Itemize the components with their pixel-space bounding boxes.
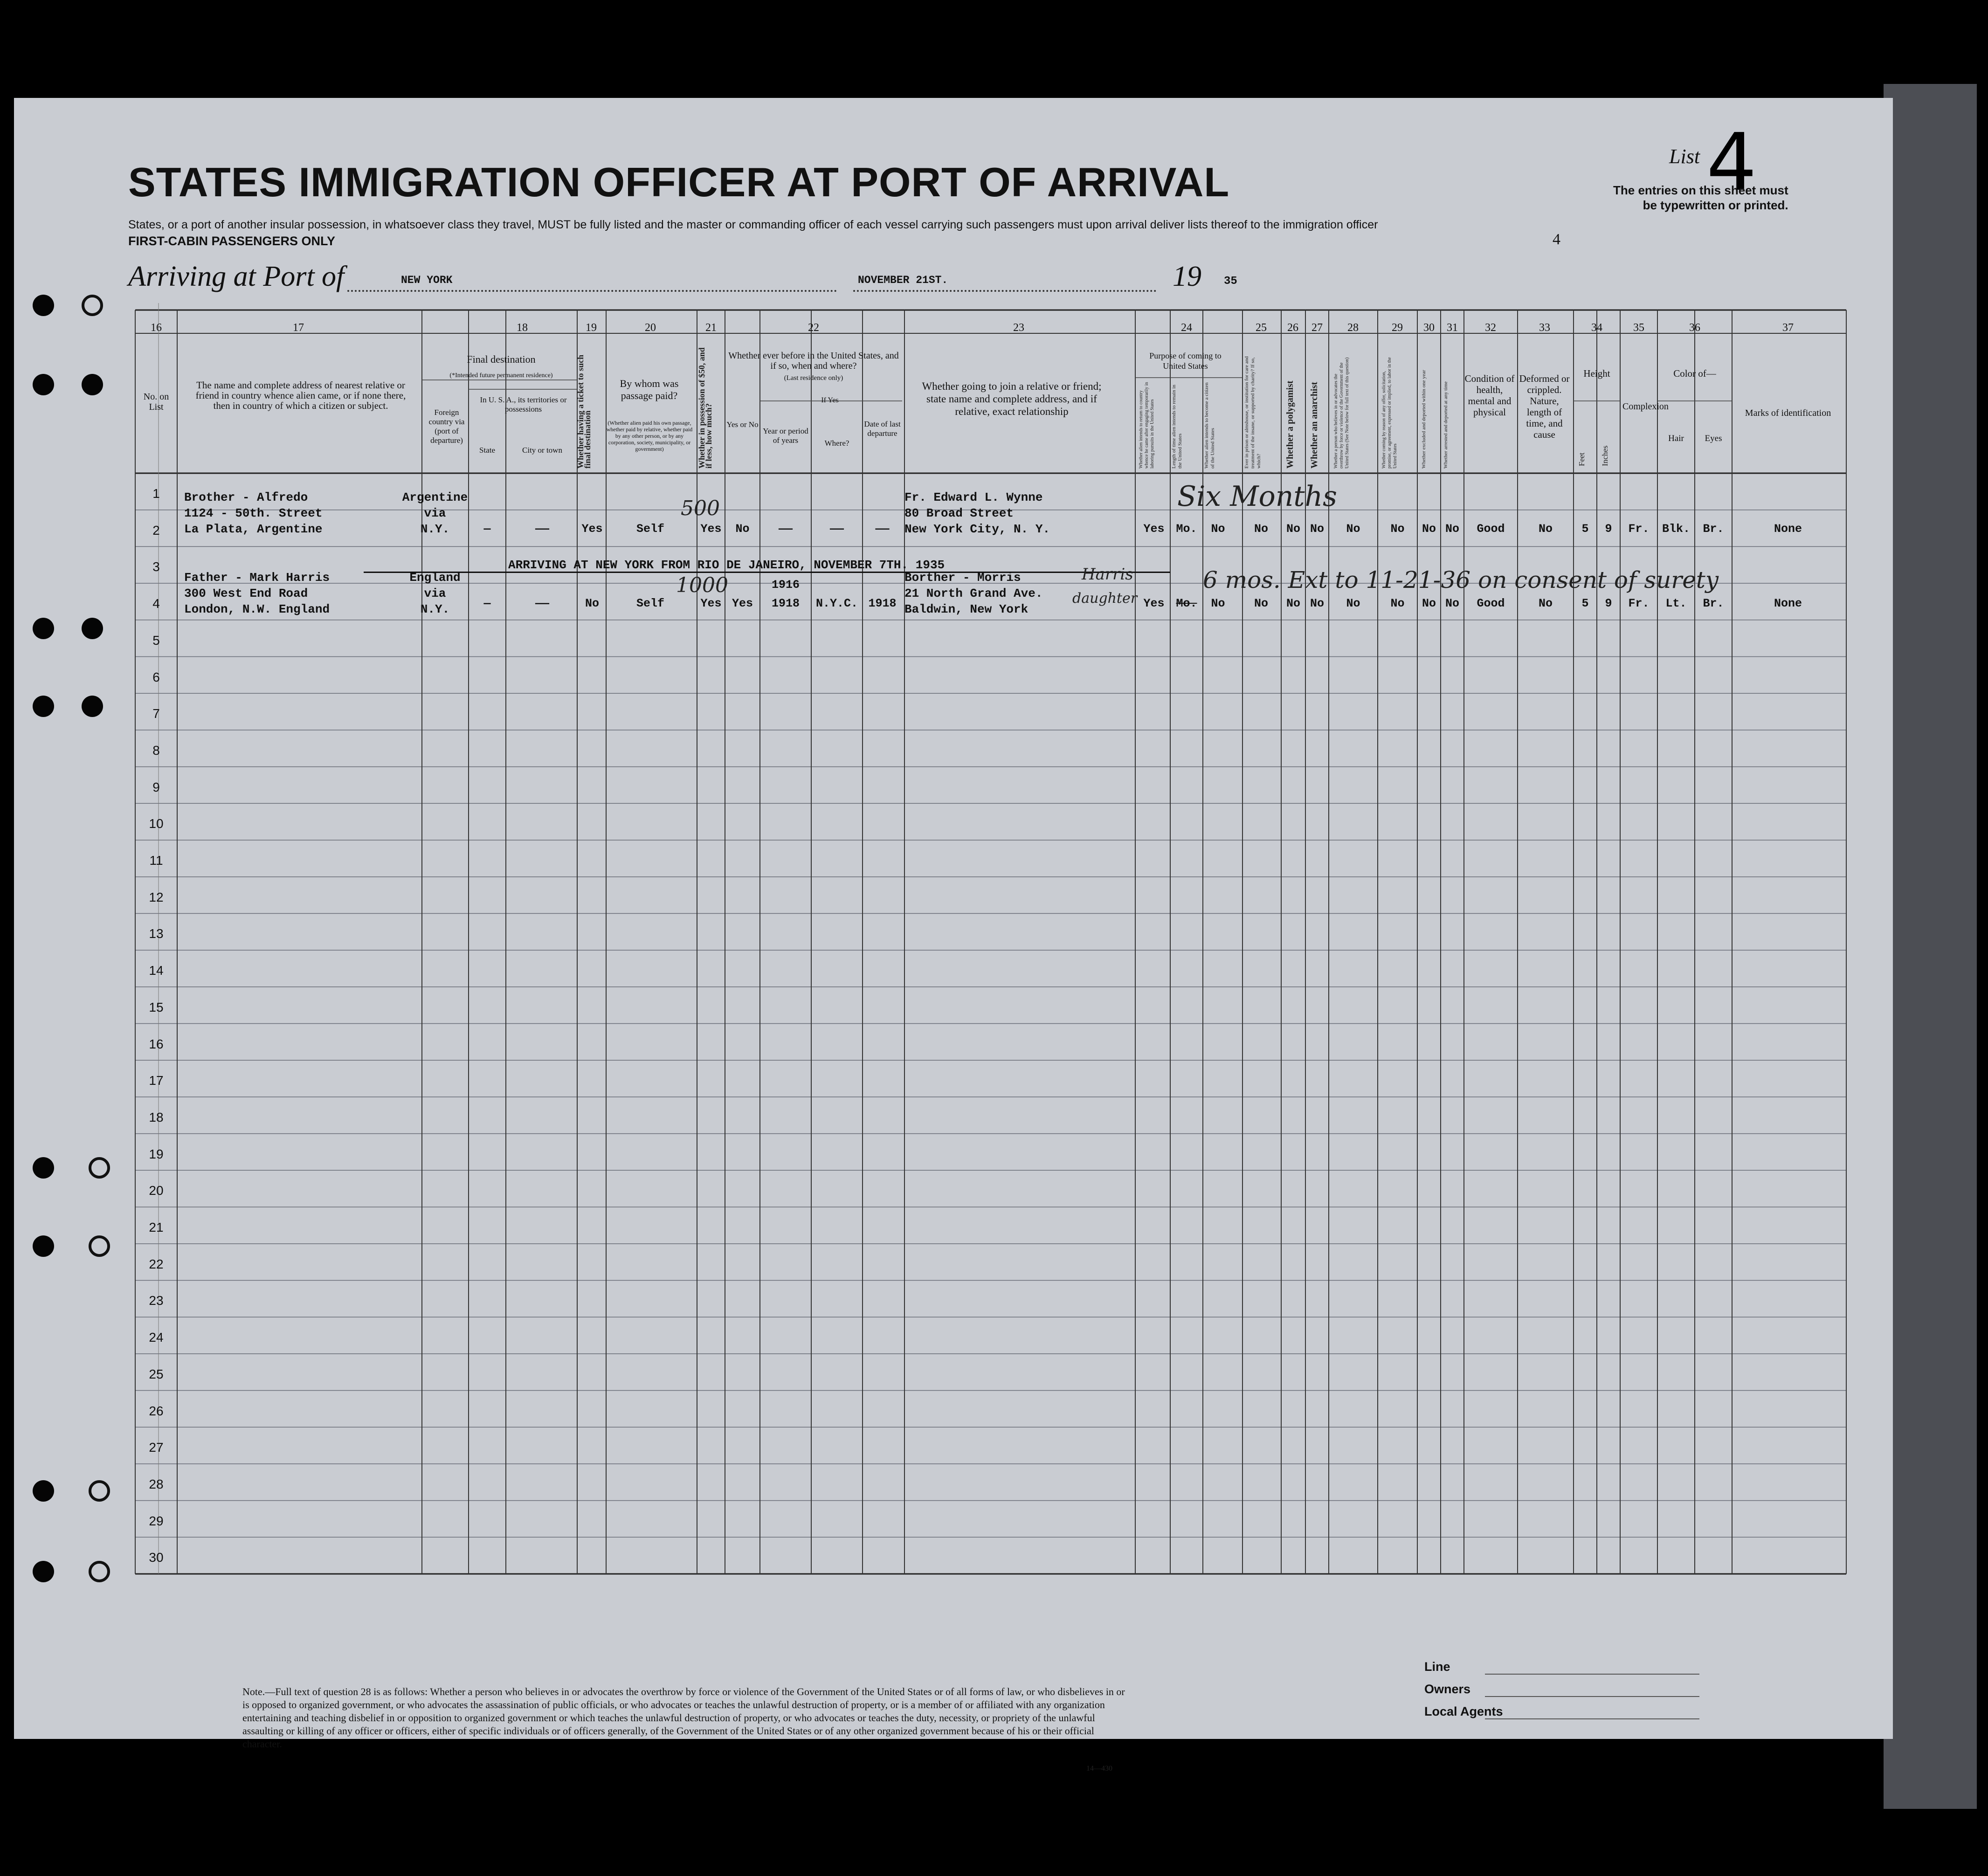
col29: No [1390, 522, 1405, 536]
header-joining: Whether going to join a relative or friend; state name and complete address, and if relative, exact relationship [922, 380, 1102, 417]
joining-handwritten-relation: daughter [1072, 590, 1138, 607]
page-mark: 4 [1553, 231, 1560, 248]
row-number: 21 [149, 1220, 164, 1235]
header-height: Height [1583, 368, 1610, 379]
joining-handwritten-name: Harris [1082, 565, 1133, 584]
foreign-country [400, 490, 470, 537]
text-line: Brother - Alfredo [184, 490, 308, 504]
inches: 9 [1605, 522, 1612, 536]
first-cabin-label: FIRST-CABIN PASSENGERS ONLY [128, 234, 336, 248]
header-in-usa: In U. S. A., its territories or possessions [480, 395, 567, 414]
row-number: 9 [152, 779, 160, 794]
question-28-note: Note.—Full text of question 28 is as follows: Whether a person who believes in or advocates the overthrow by force or violence of the Government of the United States or of all forms of law, or who disbelieves in or is opposed to organized government, or who advocates the assassination of public officials, or who advocates or teaches the unlawful destruction of property, or is a member of or affiliated with any organization entertaining and teaching disbelief in or opposition to organized government or which teaches the unlawful destruction of property, or who advocates or teaches the duty, necessity, or propriety of the unlawful assaulting or killing of any officer or officers, either of specific individuals or of officers generally, of the Government of the United States or of any other organized government because of his or their official character. [242, 1686, 1125, 1750]
header-if-yes: If Yes [821, 396, 839, 404]
deformed: No [1538, 597, 1553, 610]
voyage-banner: ARRIVING AT NEW YORK FROM RIO DE JANEIRO, NOVEMBER 7TH. 1935 [508, 558, 945, 572]
header-col25: Ever in prison or almshouse, or institution for care and treatment of the insane, or supported by charity? If so, which? [1244, 356, 1262, 469]
health: Good [1477, 522, 1505, 536]
header-col26: Whether a polygamist [1285, 380, 1295, 469]
footer-owners-label: Owners [1424, 1682, 1471, 1696]
column-number: 35 [1633, 322, 1644, 334]
row-number: 28 [149, 1476, 164, 1491]
citizen: No [1211, 522, 1225, 536]
column-number: 26 [1287, 322, 1298, 334]
year-prefix: 19 [1173, 261, 1201, 292]
col28: No [1346, 522, 1360, 536]
col25: No [1254, 597, 1268, 610]
column-number: 27 [1312, 322, 1323, 334]
column-number: 28 [1347, 322, 1359, 334]
hair: Blk. [1662, 522, 1690, 536]
header-relative-address: The name and complete address of nearest relative or friend in country whence alien came, or if none there, then in country of which a citizen or subject. [195, 379, 406, 411]
header-no-on-list: No. on List [143, 392, 169, 412]
header-by-whom-note: (Whether alien paid his own passage, whether paid by relative, whether paid by any other person, or by any corporation, society, municipality, or government) [606, 420, 693, 452]
purpose: Yes [1143, 522, 1165, 536]
row-number: 10 [149, 816, 164, 831]
footer-agents-rule [1485, 1718, 1699, 1719]
relative-address [184, 570, 330, 617]
header-col28: Whether a person who believes in or advocates the overthrow by force or violence of the Government of the United States (See Note below for full text of this question) [1333, 357, 1350, 469]
marks: None [1774, 597, 1802, 610]
state: — [483, 597, 491, 610]
column-number: 29 [1392, 322, 1403, 334]
possession: Yes [700, 597, 722, 610]
col26: No [1286, 522, 1300, 536]
departure: 1918 [868, 597, 897, 610]
text-line: New York City, N. Y. [904, 522, 1050, 536]
header-col30: Whether excluded and deported within one year [1421, 370, 1427, 469]
year: —— [778, 522, 793, 536]
row-number: 11 [149, 853, 163, 868]
form-number: 14—430 [1086, 1765, 1112, 1773]
where: —— [829, 522, 844, 536]
text-line: La Plata, Argentine [184, 522, 323, 536]
row-number: 18 [149, 1110, 164, 1124]
text-line: 21 North Grand Ave. [904, 586, 1043, 600]
year-last: 1918 [771, 597, 800, 610]
amount-handwritten: 500 [681, 497, 720, 520]
header-inches: Inches [1601, 445, 1609, 466]
city: —— [535, 597, 549, 610]
header-deformed: Deformed or crippled. Nature, length of time, and cause [1519, 373, 1570, 440]
state: — [483, 522, 491, 536]
row-number: 14 [149, 963, 164, 978]
header-complexion: Complexion [1622, 401, 1669, 412]
col30: No [1422, 597, 1436, 610]
joining [904, 490, 1050, 537]
footer-line-label: Line [1424, 1660, 1450, 1674]
header-purpose-length: Length of time alien intends to remain in the United States [1171, 385, 1183, 469]
col25: No [1254, 522, 1268, 536]
eyes: Br. [1703, 522, 1724, 536]
col29: No [1390, 597, 1405, 610]
col27: No [1310, 522, 1324, 536]
header-year-period: Year or period of years [763, 427, 808, 445]
by-whom: Self [636, 522, 664, 536]
row-number: 26 [149, 1403, 164, 1418]
column-number: 19 [586, 322, 597, 334]
row-number: 5 [152, 633, 160, 648]
row-number: 25 [149, 1366, 164, 1381]
foreign-country [400, 570, 470, 617]
col31: No [1445, 522, 1459, 536]
row-number: 27 [149, 1440, 164, 1455]
feet: 5 [1581, 597, 1589, 610]
row-number: 20 [149, 1183, 164, 1198]
row-number: 19 [149, 1146, 164, 1161]
column-number: 32 [1485, 322, 1496, 334]
header-eyes: Eyes [1705, 434, 1722, 443]
row-number: 8 [152, 743, 160, 758]
text-line: Fr. Edward L. Wynne [904, 490, 1043, 504]
extension-annotation: 6 mos. Ext to 11-21-36 on consent of surety [1203, 566, 1719, 593]
column-number: 36 [1689, 322, 1700, 334]
column-number: 24 [1181, 322, 1192, 334]
complexion: Fr. [1628, 597, 1650, 610]
text-line: via [424, 586, 446, 600]
header-by-whom: By whom was passage paid? [620, 378, 679, 401]
column-number: 37 [1782, 322, 1794, 334]
text-line: 80 Broad Street [904, 506, 1014, 520]
instruction-line: The entries on this sheet must [1613, 183, 1788, 197]
amount-handwritten: 1000 [676, 573, 728, 597]
text-line: London, N.W. England [184, 602, 330, 616]
by-whom: Self [636, 597, 664, 610]
header-final-destination-note: (*Intended future permanent residence) [449, 372, 553, 379]
column-number: 25 [1256, 322, 1267, 334]
row-number: 24 [149, 1330, 164, 1345]
complexion: Fr. [1628, 522, 1650, 536]
health: Good [1477, 597, 1505, 610]
hair: Lt. [1665, 597, 1687, 610]
header-hair: Hair [1668, 434, 1684, 443]
col28: No [1346, 597, 1360, 610]
row-number: 30 [149, 1550, 164, 1565]
form-subtitle: States, or a port of another insular possession, in whatsoever class they travel, MUST be fully listed and the master or commanding officer of each vessel carrying such passengers must upon arrival deliver lists thereof to the immigration officer [128, 218, 1378, 231]
text-line: via [424, 506, 446, 520]
header-col31: Whether arrested and deported at any time [1443, 381, 1449, 469]
header-health: Condition of health, mental and physical [1464, 373, 1515, 418]
header-final-destination: Final destination [467, 353, 536, 365]
footer-line-rule [1485, 1674, 1699, 1675]
footer-local-agents-label: Local Agents [1424, 1704, 1503, 1718]
col30: No [1422, 522, 1436, 536]
text-line: Argentine [402, 490, 468, 504]
header-where: Where? [824, 439, 849, 448]
row-number: 22 [149, 1256, 164, 1271]
instruction-line: be typewritten or printed. [1643, 198, 1788, 212]
header-marks: Marks of identification [1745, 408, 1831, 418]
purpose: Yes [1143, 597, 1165, 610]
where: N.Y.C. [815, 597, 858, 610]
row-number: 13 [149, 926, 164, 941]
header-purpose-return: Whether alien intends to return to country whence he came after engaging temporarily in laboring pursuits in the United States [1139, 382, 1155, 469]
header-ever-before-note: (Last residence only) [784, 374, 843, 382]
inches: 9 [1605, 597, 1612, 610]
header-purpose: Purpose of coming to United States [1149, 351, 1222, 371]
header-feet: Feet [1577, 452, 1586, 466]
text-line: Baldwin, New York [904, 602, 1029, 616]
header-state: State [479, 446, 495, 455]
header-col27: Whether an anarchist [1309, 382, 1319, 469]
joining [904, 570, 1042, 617]
header-ticket: Whether having a ticket to such final destination [576, 354, 592, 469]
port-value: NEW YORK [401, 274, 453, 286]
col26: No [1286, 597, 1300, 610]
header-yes-or-no: Yes or No [726, 420, 759, 429]
ever-before: No [735, 522, 750, 536]
row-number: 3 [152, 559, 160, 574]
footer-owners-rule [1485, 1696, 1699, 1697]
text-line: England [409, 571, 461, 585]
row-number: 23 [149, 1293, 164, 1308]
deformed: No [1538, 522, 1553, 536]
column-number: 16 [151, 322, 162, 334]
row-number: 4 [152, 596, 160, 611]
text-line: N.Y. [420, 522, 450, 536]
ever-before: Yes [732, 597, 753, 610]
row-number: 29 [149, 1513, 164, 1528]
text-line: 1124 - 50th. Street [184, 506, 323, 520]
header-date-departure: Date of last departure [864, 420, 901, 438]
column-number: 20 [645, 322, 656, 334]
ticket: No [585, 597, 599, 610]
eyes: Br. [1703, 597, 1724, 610]
length-handwritten: Six Months [1177, 480, 1337, 513]
marks: None [1774, 522, 1802, 536]
possession: Yes [700, 522, 722, 536]
row-number: 15 [149, 1000, 164, 1014]
column-number: 21 [705, 322, 717, 334]
form-title: STATES IMMIGRATION OFFICER AT PORT OF ARRIVAL [128, 159, 1230, 205]
header-col29: Whether coming by reason of any offer, solicitation, promise, or agreement, expressed or implied, to labor in the United States [1381, 357, 1398, 469]
column-number: 18 [517, 322, 528, 334]
header-possession: Whether in possession of $50, and if less, how much? [697, 347, 713, 469]
departure: —— [875, 522, 890, 536]
length: Mo. [1176, 522, 1197, 536]
column-number: 22 [808, 322, 819, 334]
col27: No [1310, 597, 1324, 610]
length: Mo. [1176, 597, 1197, 610]
banner-underline [364, 572, 1170, 573]
ticket: Yes [581, 522, 603, 536]
column-number: 31 [1447, 322, 1458, 334]
column-number: 34 [1591, 322, 1602, 334]
list-number: 4 [1706, 117, 1757, 209]
text-line: 300 West End Road [184, 586, 308, 600]
column-number: 33 [1539, 322, 1550, 334]
date-value: NOVEMBER 21ST. [858, 274, 948, 286]
col31: No [1445, 597, 1459, 610]
column-number: 23 [1013, 322, 1024, 334]
year-first: 1916 [771, 578, 800, 592]
header-color-of: Color of— [1673, 368, 1716, 379]
list-label: List [1669, 145, 1700, 168]
header-ever-before: Whether ever before in the United States, and if so, when and where? [728, 351, 899, 371]
header-foreign-country: Foreign country via (port of departure) [428, 408, 465, 445]
row-number: 12 [149, 890, 164, 904]
text-line: Father - Mark Harris [184, 571, 330, 585]
row-number: 2 [152, 523, 160, 538]
relative-address [184, 490, 322, 537]
text-line: N.Y. [420, 602, 450, 616]
row-number: 16 [149, 1036, 164, 1051]
row-number: 17 [149, 1073, 164, 1088]
column-number: 17 [293, 322, 304, 334]
citizen: No [1211, 597, 1225, 610]
header-purpose-citizen: Whether alien intends to become a citizen of the United States [1204, 382, 1215, 469]
row-number: 6 [152, 669, 160, 684]
row-number: 7 [152, 706, 160, 721]
arriving-label: Arriving at Port of [128, 261, 345, 292]
row-number: 1 [152, 486, 160, 501]
city: —— [535, 522, 549, 536]
header-city: City or town [522, 446, 562, 455]
feet: 5 [1581, 522, 1589, 536]
year-suffix: 35 [1224, 275, 1237, 288]
column-number: 30 [1423, 322, 1435, 334]
text-line: Borther - Morris [904, 571, 1021, 585]
